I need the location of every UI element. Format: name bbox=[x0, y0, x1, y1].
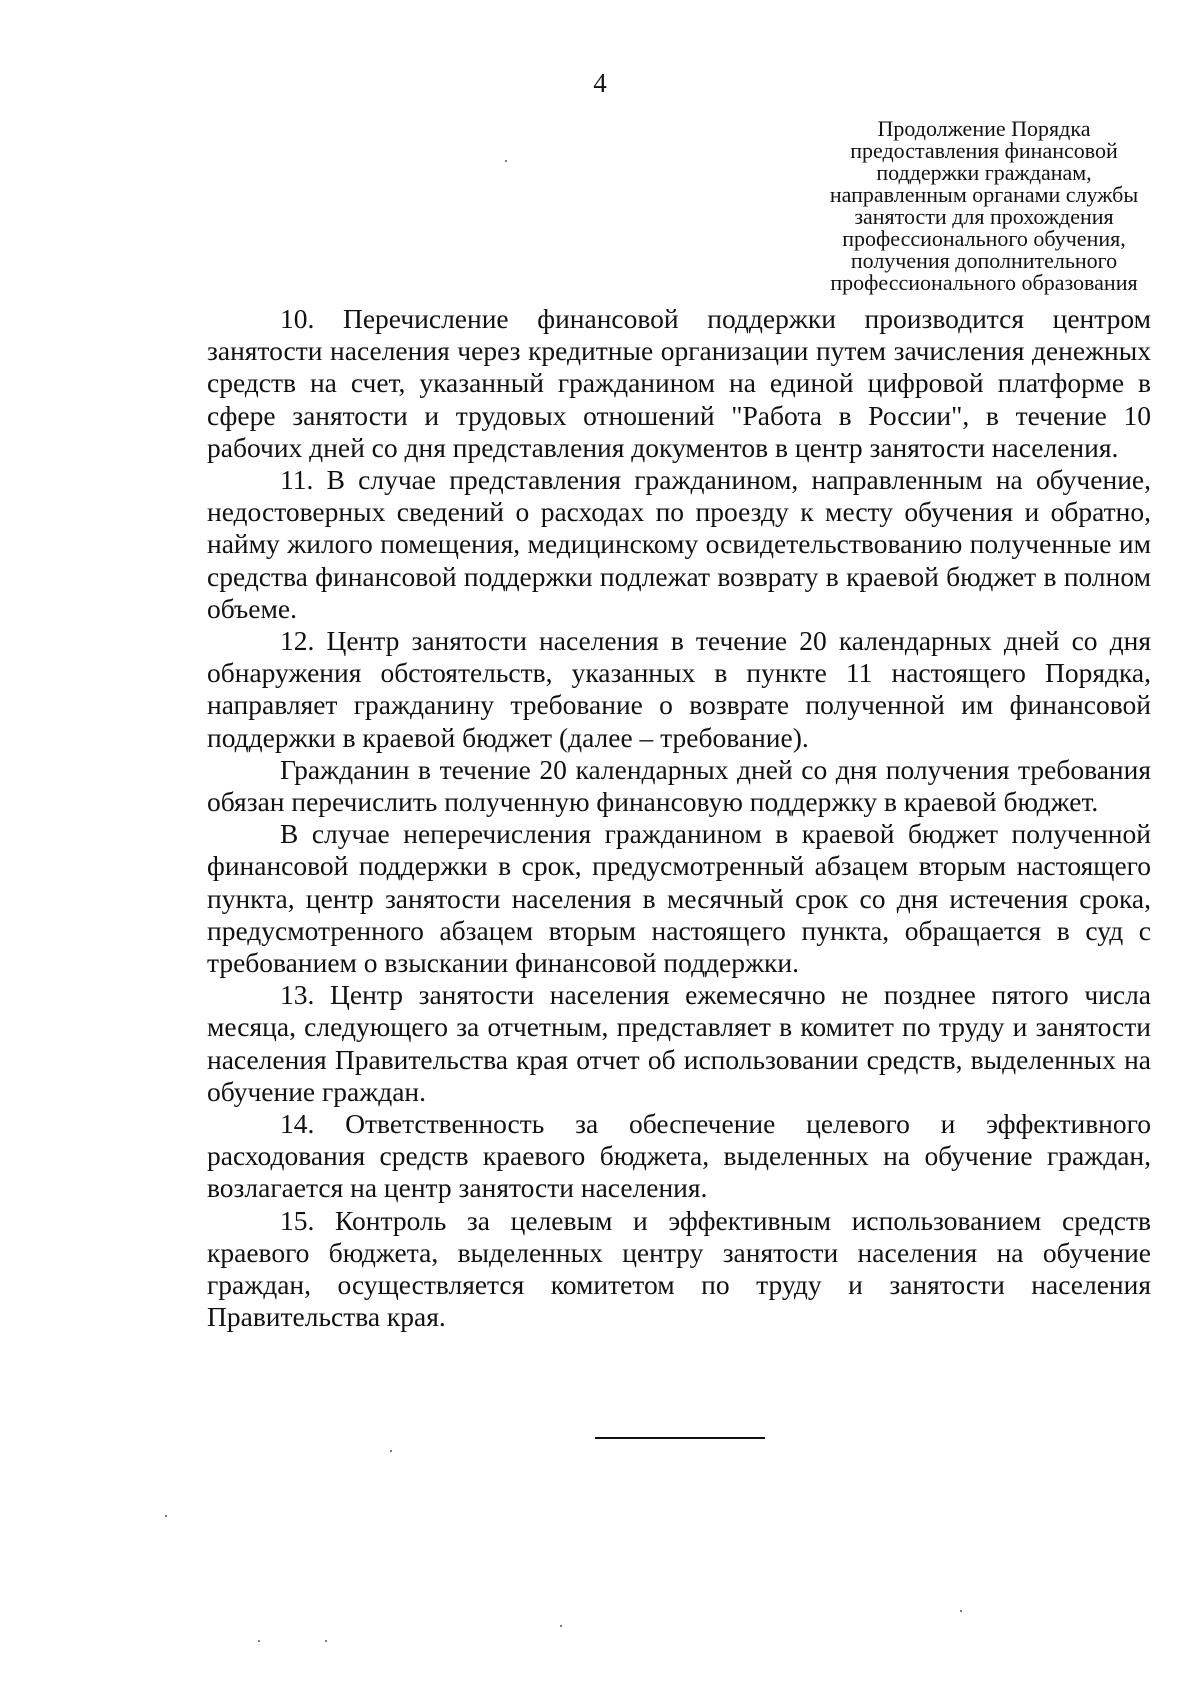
paragraph-text: Перечисление финансовой поддержки производится центром занятости населения через кредитные организации путем зачисления денежных средств на счет, указанный гражданином на единой цифровой платформе в сфере занятости и трудовых отношений "Работа в России", в течение 10 рабочих дней со дня представления документов в центр занятости населения. bbox=[207, 303, 1151, 463]
header-line: получения дополнительного bbox=[850, 248, 1118, 273]
paragraph-text: В случае представления гражданином, направленным на обучение, недостоверных сведений о расходах по проезду к месту обучения и обратно, найму жилого помещения, медицинскому освидетельствованию полученные им средства финансовой поддержки подлежат возврату в краевой бюджет в полном объеме. bbox=[207, 464, 1151, 624]
header-line: занятости для прохождения bbox=[854, 204, 1114, 229]
scan-speck bbox=[325, 1640, 327, 1642]
paragraph-number: 14. bbox=[280, 1108, 315, 1140]
paragraph-text: Гражданин в течение 20 календарных дней со дня получения требования обязан перечислить полученную финансовую поддержку в краевой бюджет. bbox=[207, 753, 1151, 818]
paragraph-text: В случае неперечисления гражданином в краевой бюджет полученной финансовой поддержки в срок, предусмотренный абзацем вторым настоящего пункта, центр занятости населения в месячный срок со дня истечения срока, предусмотренного абзацем вторым настоящего пункта, обращается в суд с требованием о взыскании финансовой поддержки. bbox=[207, 818, 1151, 979]
paragraph-12 bbox=[207, 625, 1151, 754]
paragraph-text: Центр занятости населения ежемесячно не позднее пятого числа месяца, следующего за отчетным, представляет в комитет по труду и занятости населения Правительства края отчет об использовании средств, выделенных на обучение граждан. bbox=[207, 979, 1151, 1107]
paragraph-number: 13. bbox=[280, 979, 315, 1011]
paragraph-text: Контроль за целевым и эффективным использованием средств краевого бюджета, выделенных центру занятости населения на обучение граждан, осуществляется комитетом по труду и занятости населения Правительства края. bbox=[207, 1204, 1151, 1333]
header-line: предоставления финансовой bbox=[850, 138, 1118, 163]
paragraph-12-third bbox=[207, 818, 1151, 979]
header-line: профессионального обучения, bbox=[842, 226, 1126, 251]
scan-speck bbox=[560, 1625, 562, 1627]
paragraph-14 bbox=[207, 1108, 1151, 1205]
end-separator-line bbox=[595, 1437, 765, 1439]
paragraph-number: 11. bbox=[280, 464, 314, 496]
paragraph-15 bbox=[207, 1205, 1151, 1334]
paragraph-10 bbox=[207, 303, 1151, 464]
header-line: направленным органами службы bbox=[829, 182, 1139, 207]
paragraph-11 bbox=[207, 464, 1151, 625]
paragraph-text: Центр занятости населения в течение 20 календарных дней со дня обнаружения обстоятельств, указанных в пункте 11 настоящего Порядка, направляет гражданину требование о возврате полученной им финансовой поддержки в краевой бюджет (далее – требование). bbox=[207, 625, 1151, 753]
paragraph-number: 10. bbox=[280, 303, 315, 334]
header-line: профессионального образования bbox=[830, 270, 1138, 295]
paragraph-number: 15. bbox=[280, 1204, 315, 1236]
page-number: 4 bbox=[593, 68, 607, 98]
scan-speck bbox=[390, 1450, 392, 1452]
header-line: Продолжение Порядка bbox=[877, 116, 1091, 141]
header-line: поддержки гражданам, bbox=[876, 160, 1092, 185]
scan-speck bbox=[960, 1610, 962, 1612]
paragraph-12-second bbox=[207, 754, 1151, 818]
document-header bbox=[780, 118, 1188, 294]
scan-speck bbox=[505, 160, 507, 162]
paragraph-text: Ответственность за обеспечение целевого и эффективного расходования средств краевого бюджета, выделенных на обучение граждан, возлагается на центр занятости населения. bbox=[207, 1108, 1151, 1204]
document-body bbox=[207, 303, 1151, 1334]
scan-speck bbox=[165, 1515, 167, 1517]
paragraph-number: 12. bbox=[280, 625, 315, 657]
scan-speck bbox=[258, 1640, 260, 1642]
paragraph-13 bbox=[207, 979, 1151, 1108]
